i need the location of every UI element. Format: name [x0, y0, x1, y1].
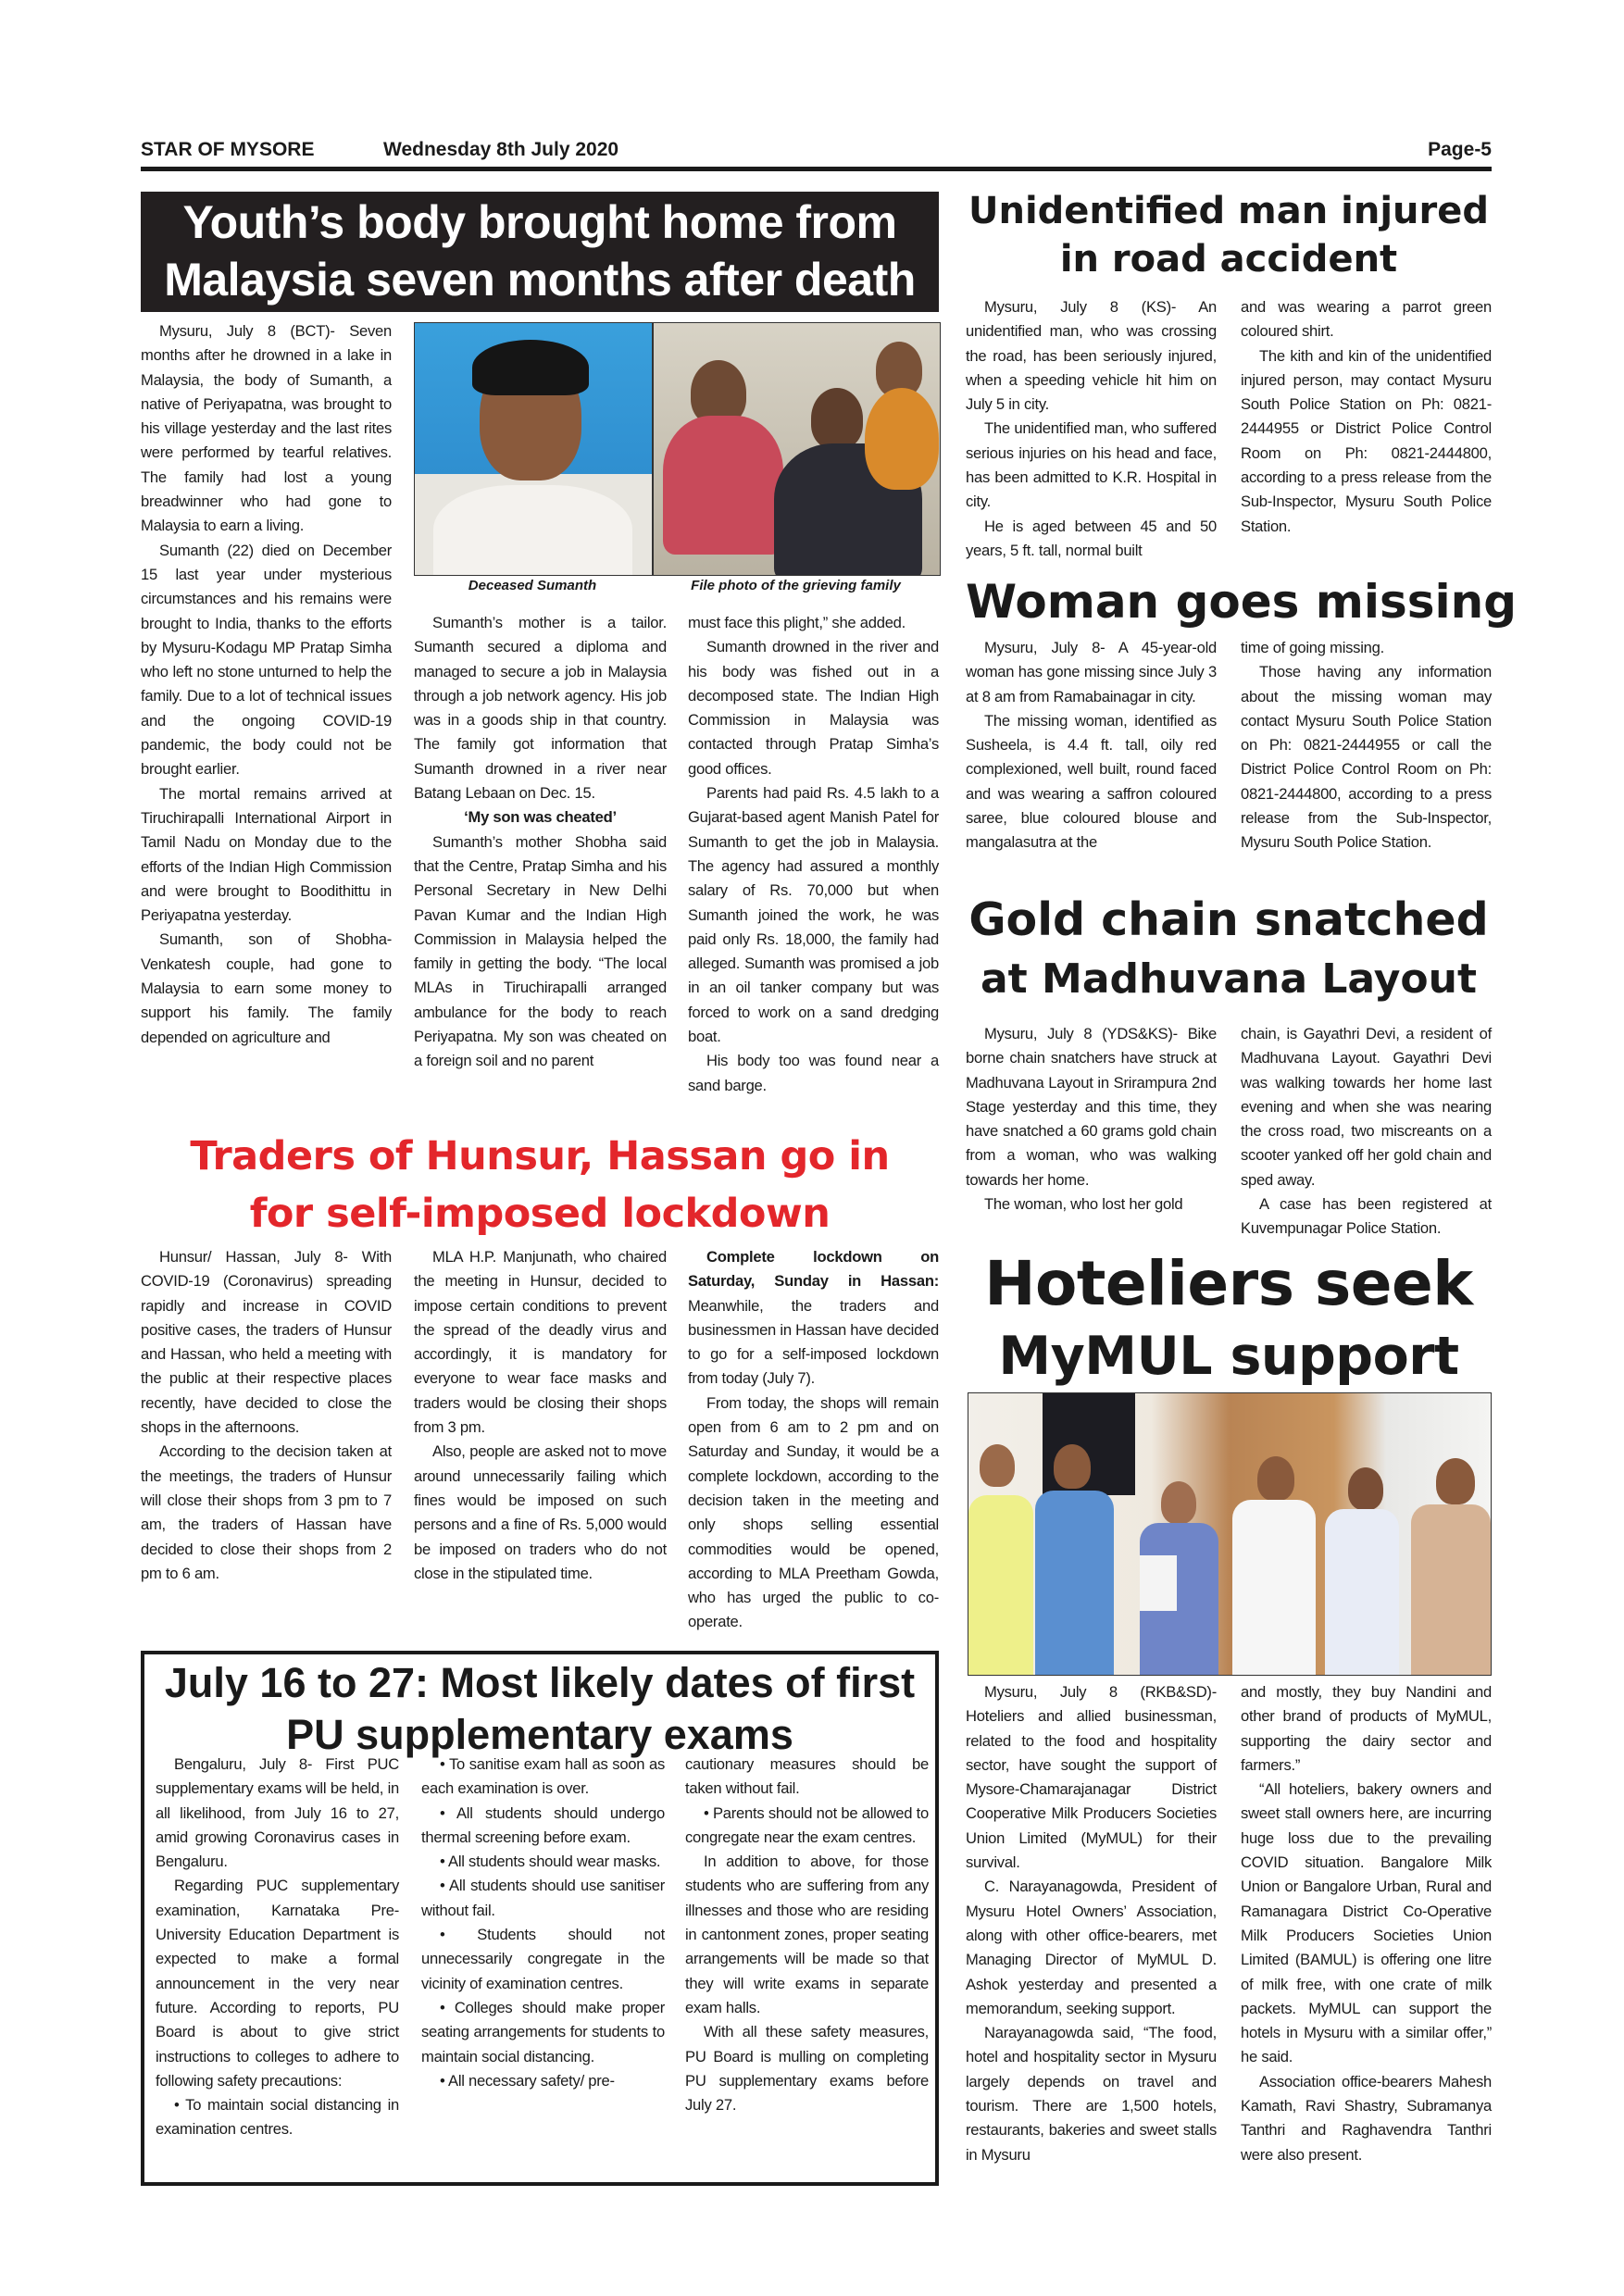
article-column [1241, 1022, 1492, 1242]
article-column [966, 295, 1217, 563]
traders-article-headline [141, 1128, 939, 1242]
photo-grieving-family [653, 322, 941, 576]
paragraph: From today, the shops will remain open from 6 am to 2 pm and on Saturday and Sunday, it would be a complete lockdown, according to the decision taken in the meeting and only shops selling essential commodities would be opened, according to MLA Preetham Gowda, who has urged the public to co-operate. [688, 1393, 939, 1631]
paragraph: In addition to above, for those students who are suffering from any illnesses and those who are residing in cantonment zones, proper seating arrangements will be made so that they will write exams in separate exam halls. [685, 1853, 929, 2016]
subheading: ‘My son was cheated’ [464, 808, 617, 827]
paragraph: The kith and kin of the unidentified injured person, may contact Mysuru South Police Station on Ph: 0821-2444955 or District Police Control Room on Ph: 0821-2444800, according to a press release from the Sub-Inspector, Mysuru South Police Station. [1241, 346, 1492, 535]
paragraph: Sumanth (22) died on December 15 last year under mysterious circumstances and his remains were brought to India, thanks to the efforts by Mysuru-Kodagu MP Pratap Simha who left no stone unturned to help the family. Due to a lot of technical issues and the ongoing COVID-19 pandemic, the body could not be brought earlier. [141, 541, 392, 779]
headline-line: July 16 to 27: Most likely dates of first [164, 1659, 916, 1706]
paragraph: Also, people are asked not to move around unnecessarily failing which fines would be imposed on such persons and a fine of Rs. 5,000 would be imposed on traders who do not close in the stipulated time. [414, 1442, 667, 1582]
paragraph: Sumanth drowned in the river and his body was fished out in a decomposed state. The Indian High Commission in Malaysia was contacted through Pratap Simha’s good offices. [688, 638, 939, 778]
paragraph: • All students should wear masks. [440, 1853, 661, 1871]
paragraph: Sumanth’s mother Shobha said that the Centre, Pratap Simha and his Personal Secretary in New Delhi Pavan Kumar and the Indian High Commission in Malaysia helped the family in getting the body. “The local MLAs in Tiruchirapalli arranged ambulance for the body to reach Periyapatna. My son was cheated on a foreign soil and no parent [414, 832, 667, 1070]
paragraph: • To maintain social distancing in examination centres. [156, 2096, 399, 2139]
paragraph: A case has been registered at Kuvempunagar Police Station. [1241, 1195, 1492, 1238]
article-column [141, 1245, 392, 1586]
photo-caption: File photo of the grieving family [691, 578, 901, 593]
youth-article-headline [141, 192, 939, 312]
paragraph: According to the decision taken at the meetings, the traders of Hunsur will close their shops from 3 pm to 7 am, the traders of Hassan have decided to close their shops from 2 pm to 6 am. [141, 1442, 392, 1582]
paragraph: • All students should use sanitiser without fail. [421, 1877, 665, 1919]
headline-line: in road accident [1059, 238, 1398, 281]
paragraph: Those having any information about the missing woman may contact Mysuru South Police Station on Ph: 0821-2444955 or call the District Police Control Room on Ph: 0821-2444800, according to a press release from the Sub-Inspector, Mysuru South Police Station. [1241, 663, 1492, 852]
paragraph: • All students should undergo thermal screening before exam. [421, 1803, 665, 1846]
photo-memorandum-submission [968, 1392, 1492, 1676]
unidentified-article-headline [966, 187, 1492, 283]
headline-line: Traders of Hunsur, Hassan go in [190, 1133, 890, 1179]
masthead-rule [141, 167, 1492, 171]
paragraph: Mysuru, July 8 (RKB&SD)- Hoteliers and allied businessman, related to the food and hospitality sector, have sought the support of Mysore-Chamarajanagar District Cooperative Milk Producers Societies Union Limited (MyMUL) for their survival. [966, 1683, 1217, 1872]
paragraph: He is aged between 45 and 50 years, 5 ft. tall, normal built [966, 517, 1217, 559]
paragraph: The unidentified man, who suffered serious injuries on his head and face, has been admitted to K.R. Hospital in city. [966, 419, 1217, 511]
paragraph: The woman, who lost her gold [984, 1195, 1183, 1214]
paragraph: • Colleges should make proper seating arrangements for students to maintain social distancing. [421, 1998, 665, 2065]
paragraph: His body too was found near a sand barge. [688, 1052, 939, 1094]
paragraph: • All necessary safety/ pre- [440, 2071, 615, 2090]
paragraph: Parents had paid Rs. 4.5 lakh to a Gujarat-based agent Manish Patel for Sumanth to get the job in Malaysia. The agency had assured a monthly salary of Rs. 70,000 but when Sumanth joined the work, he was paid only Rs. 18,000, the family had alleged. Sumanth was promised a job in an oil tanker company but was forced to work on a sand dredging boat. [688, 784, 939, 1046]
paragraph: The missing woman, identified as Susheela, is 4.4 ft. tall, oily red complexioned, well built, round faced and was wearing a saffron coloured saree, blue coloured blouse and mangalasutra at the [966, 711, 1217, 852]
article-column [421, 1753, 665, 2093]
article-column [966, 636, 1217, 855]
paragraph: Sumanth, son of Shobha-Venkatesh couple, had gone to Malaysia to earn some money to support his family. The family depended on agriculture and [141, 930, 392, 1046]
headline-line: for self-imposed lockdown [249, 1191, 831, 1237]
article-column [414, 611, 667, 1074]
paragraph: Association office-bearers Mahesh Kamath, Ravi Shastry, Subramanya Tanthri and Raghavendra Tanthri were also present. [1241, 2072, 1492, 2164]
paragraph: Mysuru, July 8 (BCT)- Seven months after he drowned in a lake in Malaysia, the body of Sumanth, a native of Periyapatna, was brought to his village yesterday and the last rites were performed by tearful relatives. The family had lost a young breadwinner who had gone to Malaysia to earn a living. [141, 322, 392, 535]
headline-line: Unidentified man injured [968, 190, 1489, 232]
paragraph: and mostly, they buy Nandini and other brand of products of MyMUL, supporting the dairy sector and farmers.” [1241, 1683, 1492, 1774]
headline-line: MyMUL support [998, 1326, 1459, 1387]
paragraph: and was wearing a parrot green coloured shirt. [1241, 298, 1492, 341]
paragraph: • Students should not unnecessarily congregate in the vicinity of examination centres. [421, 1926, 665, 1992]
pu-article-headline [141, 1657, 939, 1761]
article-column [966, 1022, 1217, 1217]
newspaper-name: STAR OF MYSORE [141, 139, 315, 160]
paragraph: Sumanth’s mother is a tailor. Sumanth secured a diploma and managed to secure a job in Malaysia through a job network agency. His job was in a goods ship in that country. The family got information that Sumanth drowned in a river near Batang Lebaan on Dec. 15. [414, 614, 667, 803]
photo-deceased-sumanth [414, 322, 653, 576]
photo-caption: Deceased Sumanth [468, 578, 597, 593]
article-column [688, 1245, 939, 1635]
paragraph: The mortal remains arrived at Tiruchirapalli International Airport in Tamil Nadu on Monday due to the efforts of the Indian High Commission and were brought to Boodithittu in Periyapatna yesterday. [141, 784, 392, 925]
paragraph: • To sanitise exam hall as soon as each examination is over. [421, 1755, 665, 1798]
paragraph: Bengaluru, July 8- First PUC supplementary exams will be held, in all likelihood, from July 16 to 27, amid growing Coronavirus cases in Bengaluru. [156, 1755, 399, 1871]
paragraph [688, 1245, 939, 1391]
headline-line: PU supplementary exams [286, 1711, 793, 1758]
paragraph: MLA H.P. Manjunath, who chaired the meeting in Hunsur, decided to impose certain conditions to prevent the spread of the deadly virus and accordingly, it is mandatory for everyone to wear face masks and traders would be closing their shops from 3 pm. [414, 1248, 667, 1437]
paragraph: Mysuru, July 8 (KS)- An unidentified man, who was crossing the road, has been seriously injured, when a speeding vehicle hit him on July 5 in city. [966, 298, 1217, 414]
article-column [156, 1753, 399, 2142]
paragraph: Regarding PUC supplementary examination, Karnataka Pre-University Education Department is expected to make a formal announcement in the very near future. According to reports, PU Board is about to give strict instructions to colleges to adhere to following safety precautions: [156, 1877, 399, 2090]
paragraph: must face this plight,” she added. [688, 614, 906, 631]
article-column [141, 319, 392, 1050]
headline-line: Gold chain snatched [968, 893, 1489, 946]
paragraph: • Parents should not be allowed to congregate near the exam centres. [685, 1803, 929, 1846]
issue-date: Wednesday 8th July 2020 [383, 139, 619, 160]
page-number: Page-5 [1428, 139, 1492, 160]
paragraph: Narayanagowda said, “The food, hotel and hospitality sector in Mysuru largely depends on travel and tourism. There are 1,500 hotels, restaurants, bakeries and sweet stalls in Mysuru [966, 2024, 1217, 2164]
paragraph: cautionary measures should be taken without fail. [685, 1755, 929, 1798]
paragraph-text: Meanwhile, the traders and businessmen in Hassan have decided to go for a self-imposed lockdown from today (July 7). [688, 1296, 940, 1388]
hoteliers-article-headline [966, 1248, 1492, 1392]
paragraph: time of going missing. [1241, 639, 1384, 656]
paragraph: chain, is Gayathri Devi, a resident of Madhuvana Layout. Gayathri Devi was walking towards her home last evening and when she was nearing the cross road, two miscreants on a scooter yanked off her gold chain and sped away. [1241, 1025, 1492, 1189]
headline-line: Hoteliers seek [984, 1248, 1473, 1319]
article-column [414, 1245, 667, 1586]
article-column [1241, 295, 1492, 539]
paragraph: With all these safety measures, PU Board is mulling on completing PU supplementary exams before July 27. [685, 2023, 929, 2115]
paragraph: C. Narayanagowda, President of Mysuru Hotel Owners’ Association, along with other office-bearers, met Managing Director of MyMUL D. Ashok yesterday and presented a memorandum, seeking support. [966, 1878, 1217, 2017]
masthead [141, 139, 1492, 165]
paragraph: Mysuru, July 8 (YDS&KS)- Bike borne chain snatchers have struck at Madhuvana Layout in Srirampura 2nd Stage yesterday and this time, they have snatched a 60 grams gold chain from a woman, who was walking towards her home. [966, 1025, 1217, 1189]
paragraph: Hunsur/ Hassan, July 8- With COVID-19 (Coronavirus) spreading rapidly and increase in COVID positive cases, the traders of Hunsur and Hassan, who held a meeting with the public at their respective places recently, have decided to close the shops in the afternoons. [141, 1248, 392, 1437]
paragraph-lead: Complete lockdown on Saturday, Sunday in Hassan: [688, 1248, 939, 1291]
article-column [685, 1753, 929, 2117]
headline-line: Youth’s body brought home from [182, 196, 897, 248]
article-column [688, 611, 939, 1098]
article-column [966, 1680, 1217, 2167]
woman-article-headline [966, 572, 1518, 631]
paragraph: Mysuru, July 8- A 45-year-old woman has gone missing since July 3 at 8 am from Ramabainagar in city. [966, 639, 1217, 705]
article-column [1241, 1680, 1492, 2167]
article-column [1241, 636, 1492, 855]
headline-line: Malaysia seven months after death [164, 254, 916, 306]
gold-article-headline [966, 891, 1492, 1009]
paragraph: “All hoteliers, bakery owners and sweet stall owners here, are incurring huge loss due to the prevailing COVID situation. Bangalore Milk Union or Bangalore Urban, Rural and Ramanagara District Co-Operative Milk Producers Societies Union Limited (BAMUL) is offering one litre of milk free, with one crate of milk packets. MyMUL can support the hotels in Mysuru with a similar offer,” he said. [1241, 1780, 1492, 2066]
headline-line: at Madhuvana Layout [980, 955, 1477, 1003]
headline-line: Woman goes missing [966, 575, 1518, 629]
